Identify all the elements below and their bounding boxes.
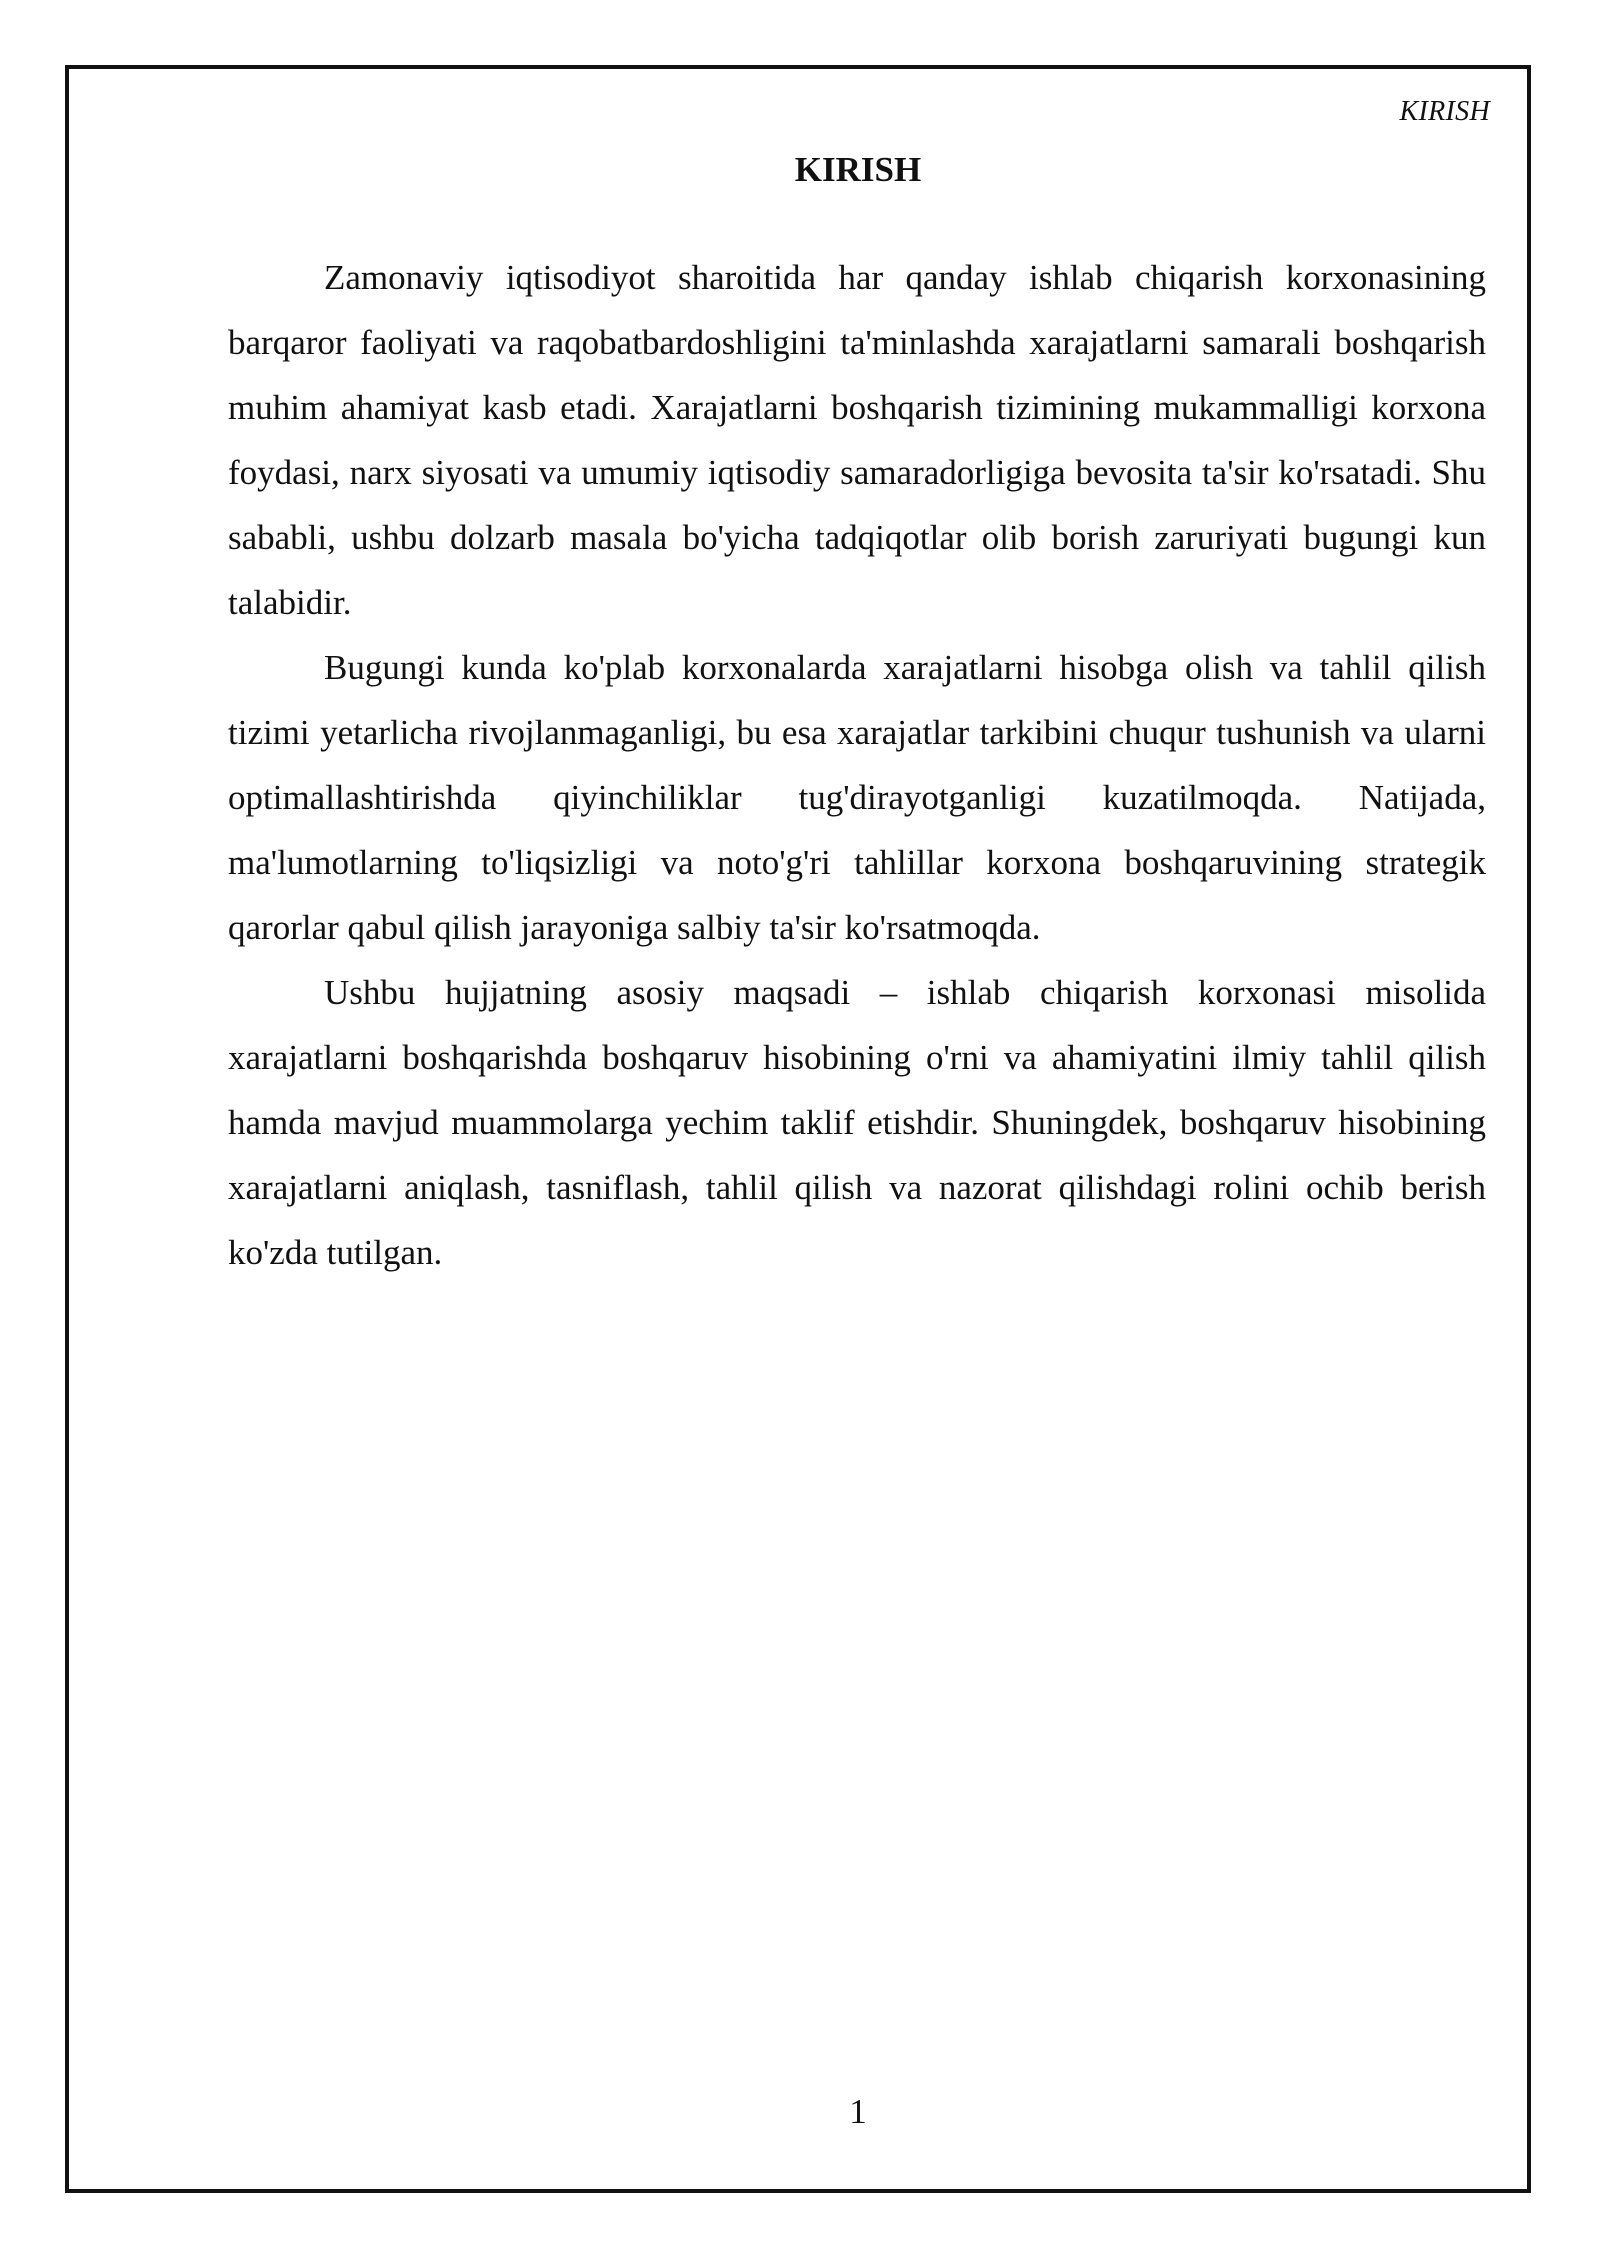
paragraph: Zamonaviy iqtisodiyot sharoitida har qanday ishlab chiqarish korxonasining barqaror faoliyati va raqobatbardoshligini ta'minlashda xarajatlarni samarali boshqarish muhim ahamiyat kasb etadi. Xarajatlarni boshqarish tizimining mukammalligi korxona foydasi, narx siyosati va umumiy iqtisodiy samaradorligiga bevosita ta'sir ko'rsatadi. Shu sababli, ushbu dolzarb masala bo'yicha tadqiqotlar olib borish zaruriyati bugungi kun talabidir. bbox=[228, 258, 1486, 622]
page-number: 1 bbox=[849, 2092, 867, 2131]
paragraph: Bugungi kunda ko'plab korxonalarda xarajatlarni hisobga olish va tahlil qilish tizimi yetarlicha rivojlanmaganligi, bu esa xarajatlar tarkibini chuqur tushunish va ularni optimallashtirishda qiyinchiliklar tug'dirayotganligi kuzatilmoqda. Natijada, ma'lumotlarning to'liqsizligi va noto'g'ri tahlillar korxona boshqaruvining strategik qarorlar qabul qilish jarayoniga salbiy ta'sir ko'rsatmoqda. bbox=[228, 648, 1486, 947]
paragraph: Ushbu hujjatning asosiy maqsadi – ishlab chiqarish korxonasi misolida xarajatlarni boshqarishda boshqaruv hisobining o'rni va ahamiyatini ilmiy tahlil qilish hamda mavjud muammolarga yechim taklif etishdir. Shuningdek, boshqaruv hisobining xarajatlarni aniqlash, tasniflash, tahlil qilish va nazorat qilishdagi rolini ochib berish ko'zda tutilgan. bbox=[228, 973, 1486, 1272]
running-header: KIRISH bbox=[1399, 96, 1490, 127]
body-text bbox=[228, 245, 1486, 1285]
page-title: KIRISH bbox=[794, 150, 922, 189]
